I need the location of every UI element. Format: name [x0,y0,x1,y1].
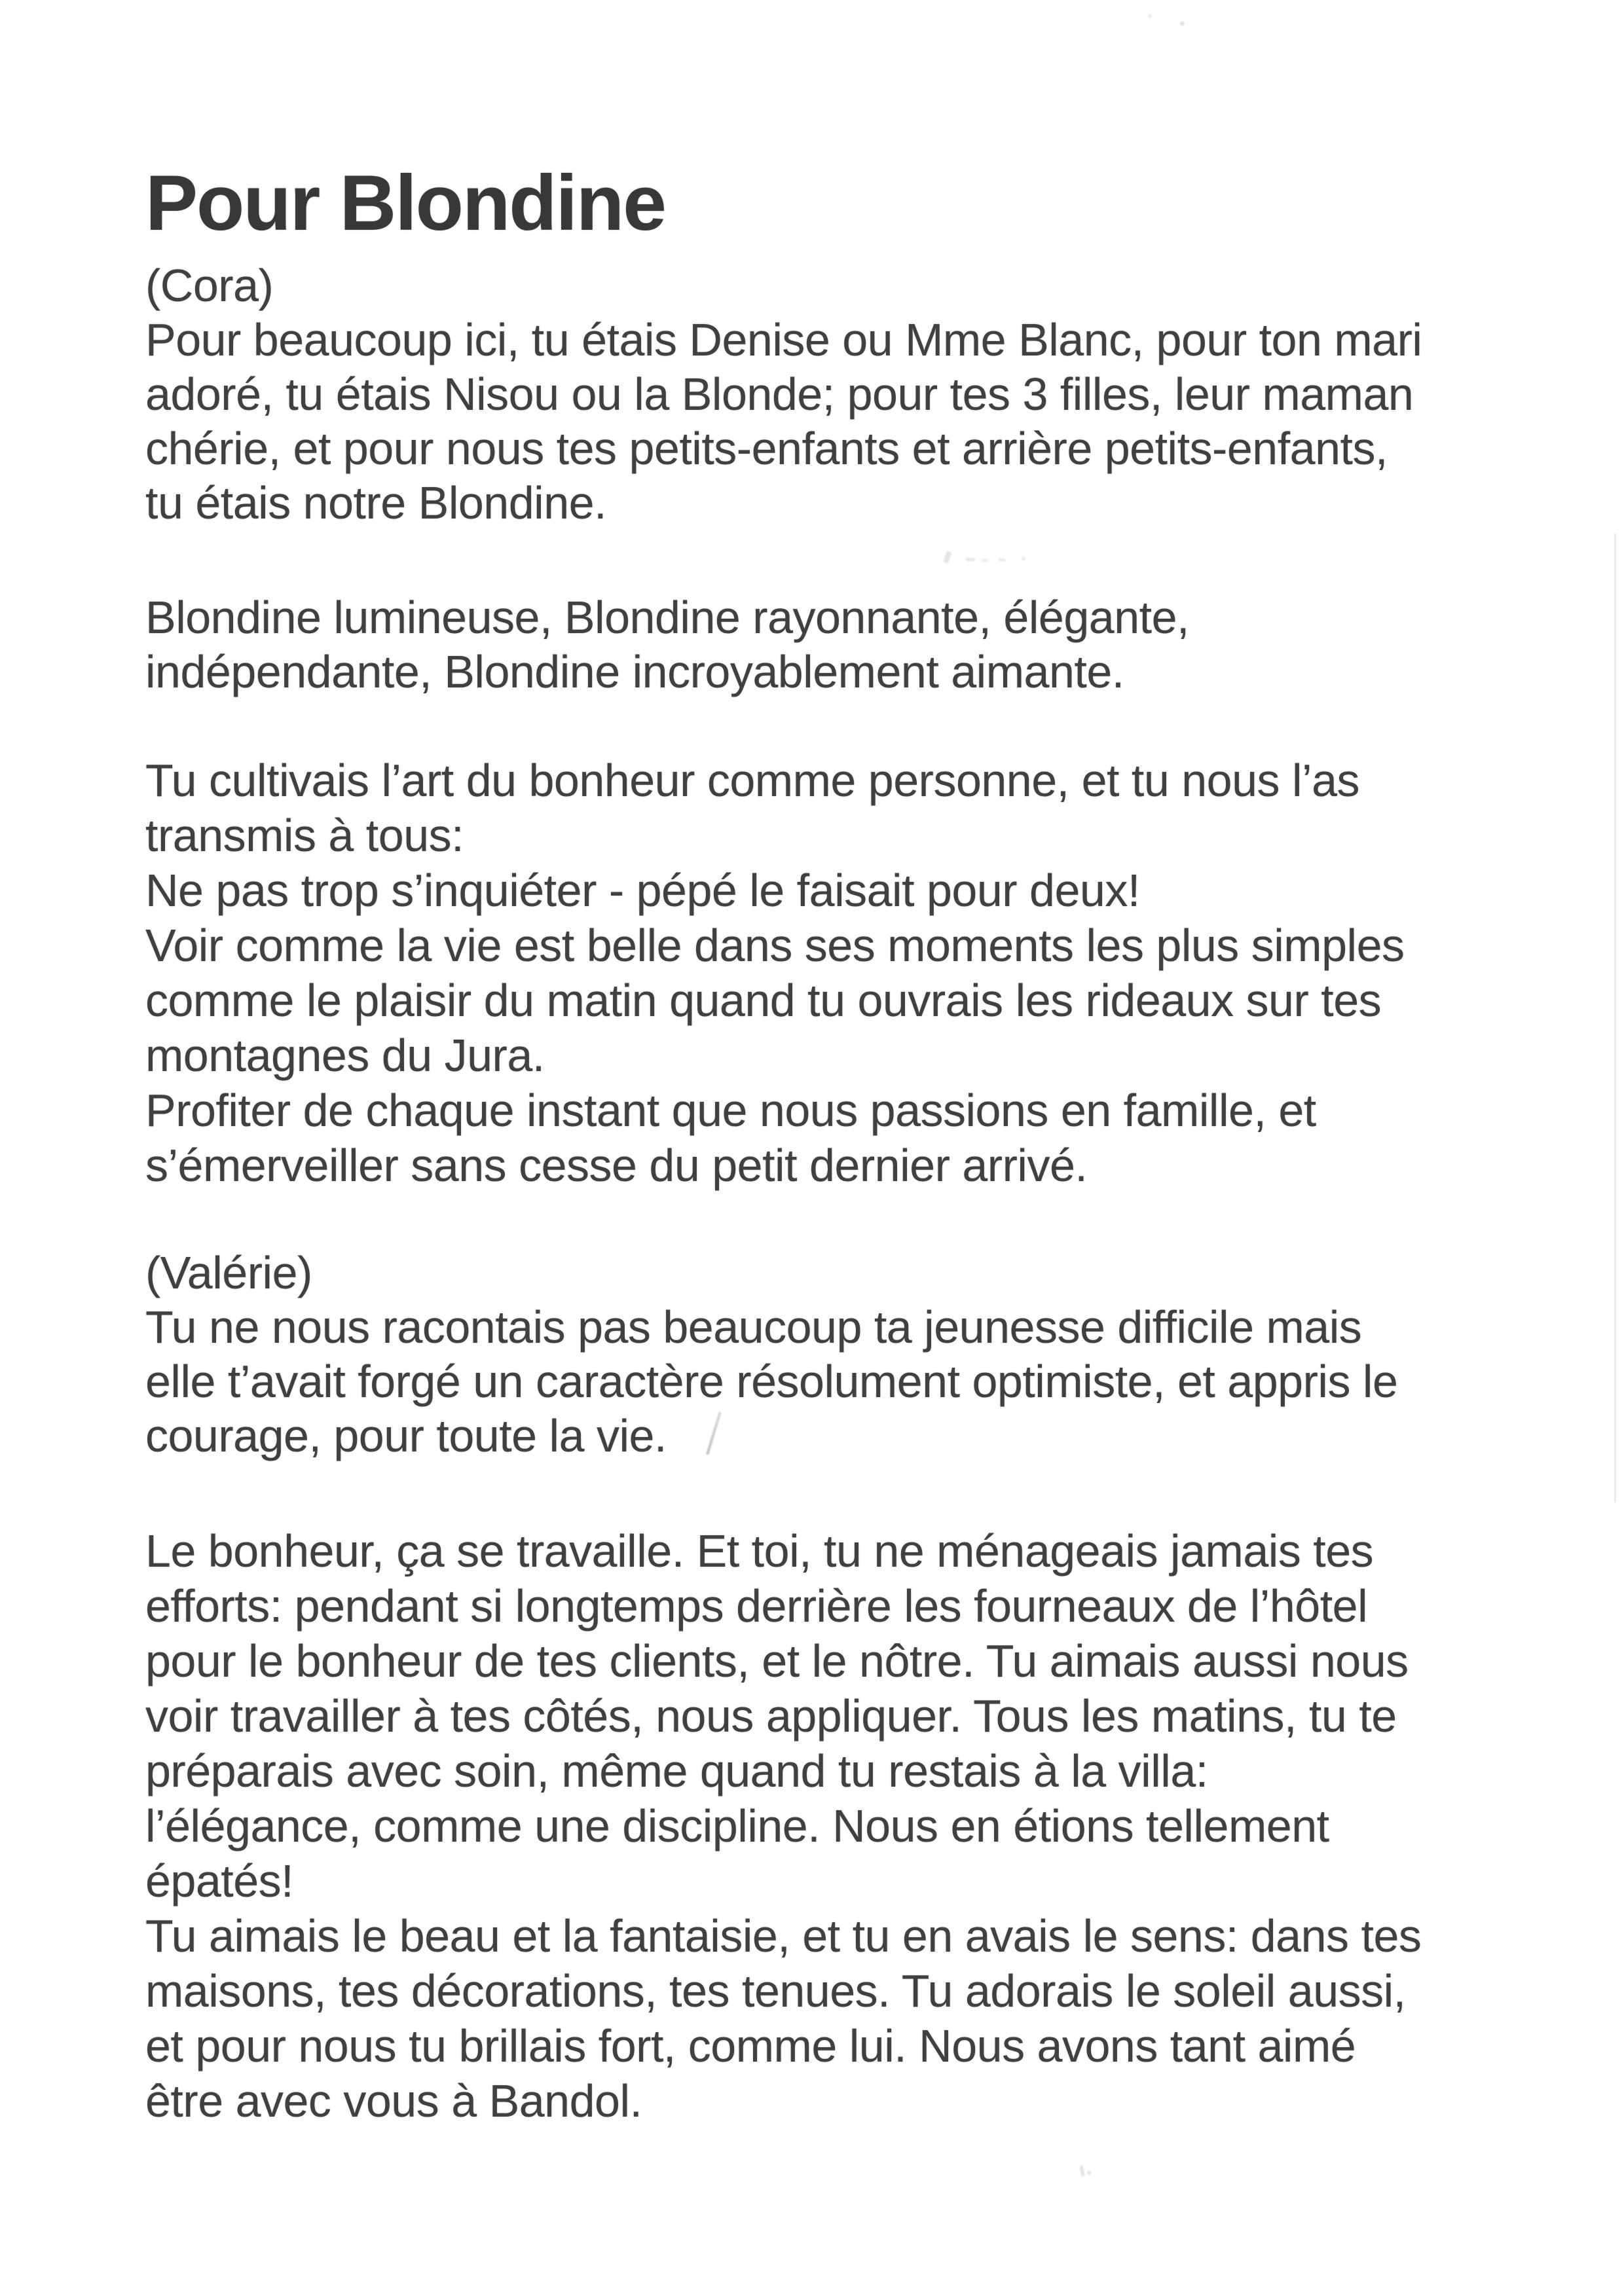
paragraph-art-du-bonheur [145,753,1405,1193]
scan-speck [1079,2166,1084,2177]
text-line: Le bonheur, ça se travaille. Et toi, tu ne ménageais jamais tes [145,1525,1374,1576]
text-line: préparais avec soin, même quand tu restais à la villa: [145,1745,1208,1796]
scan-speck [1022,557,1025,560]
text-line: maisons, tes décorations, tes tenues. Tu adorais le soleil aussi, [145,1965,1406,2016]
text-line: Voir comme la vie est belle dans ses moments les plus simples [145,920,1405,971]
scan-speck [966,558,975,561]
text-line: être avec vous à Bandol. [145,2075,642,2126]
text-line: pour le bonheur de tes clients, et le nôtre. Tu aimais aussi nous [145,1635,1409,1686]
text-line: elle t’avait forgé un caractère résolument optimiste, et appris le [145,1356,1398,1407]
text-line: épatés! [145,1855,294,1906]
speaker-label-cora: (Cora) [145,260,274,311]
text-line: voir travailler à tes côtés, nous appliquer. Tous les matins, tu te [145,1690,1397,1741]
text-line: Pour beaucoup ici, tu étais Denise ou Mme Blanc, pour ton mari [145,314,1422,365]
text-line: Tu ne nous racontais pas beaucoup ta jeunesse difficile mais [145,1302,1362,1353]
text-line: courage, pour toute la vie. [145,1410,667,1461]
scan-speck [1148,14,1152,18]
text-line: chérie, et pour nous tes petits-enfants et arrière petits-enfants, [145,423,1388,474]
text-line: montagnes du Jura. [145,1030,545,1081]
scan-speck [1180,22,1185,26]
text-line: comme le plaisir du matin quand tu ouvrais les rideaux sur tes [145,975,1382,1026]
scan-speck [943,551,952,564]
scan-speck [982,559,987,562]
scan-speck [999,558,1005,561]
text-line: efforts: pendant si longtemps derrière les fourneaux de l’hôtel [145,1580,1368,1631]
section-valerie [145,1246,1397,1463]
text-line: l’élégance, comme une discipline. Nous en étions tellement [145,1800,1329,1851]
text-line: indépendante, Blondine incroyablement aimante. [145,646,1124,697]
text-line: Blondine lumineuse, Blondine rayonnante, élégante, [145,592,1189,643]
text-line: et pour nous tu brillais fort, comme lui. Nous avons tant aimé [145,2020,1356,2071]
text-line: Profiter de chaque instant que nous passions en famille, et [145,1085,1316,1136]
paragraph-blondine-lumineuse [145,591,1189,699]
page-title: Pour Blondine [145,159,665,247]
scan-speck [1087,2171,1091,2175]
text-line: Ne pas trop s’inquiéter - pépé le faisait pour deux! [145,865,1140,916]
text-line: tu étais notre Blondine. [145,477,607,528]
text-line: transmis à tous: [145,810,464,861]
text-line: Tu aimais le beau et la fantaisie, et tu en avais le sens: dans tes [145,1910,1422,1961]
text-line: adoré, tu étais Nisou ou la Blonde; pour tes 3 filles, leur maman [145,369,1414,420]
text-line: s’émerveiller sans cesse du petit dernier arrivé. [145,1140,1088,1191]
scan-edge-streak [1614,534,1616,1503]
section-cora [145,259,1422,530]
paragraph-le-bonheur [145,1523,1421,2128]
speaker-label-valerie: (Valérie) [145,1247,312,1298]
text-line: Tu cultivais l’art du bonheur comme personne, et tu nous l’as [145,755,1359,806]
